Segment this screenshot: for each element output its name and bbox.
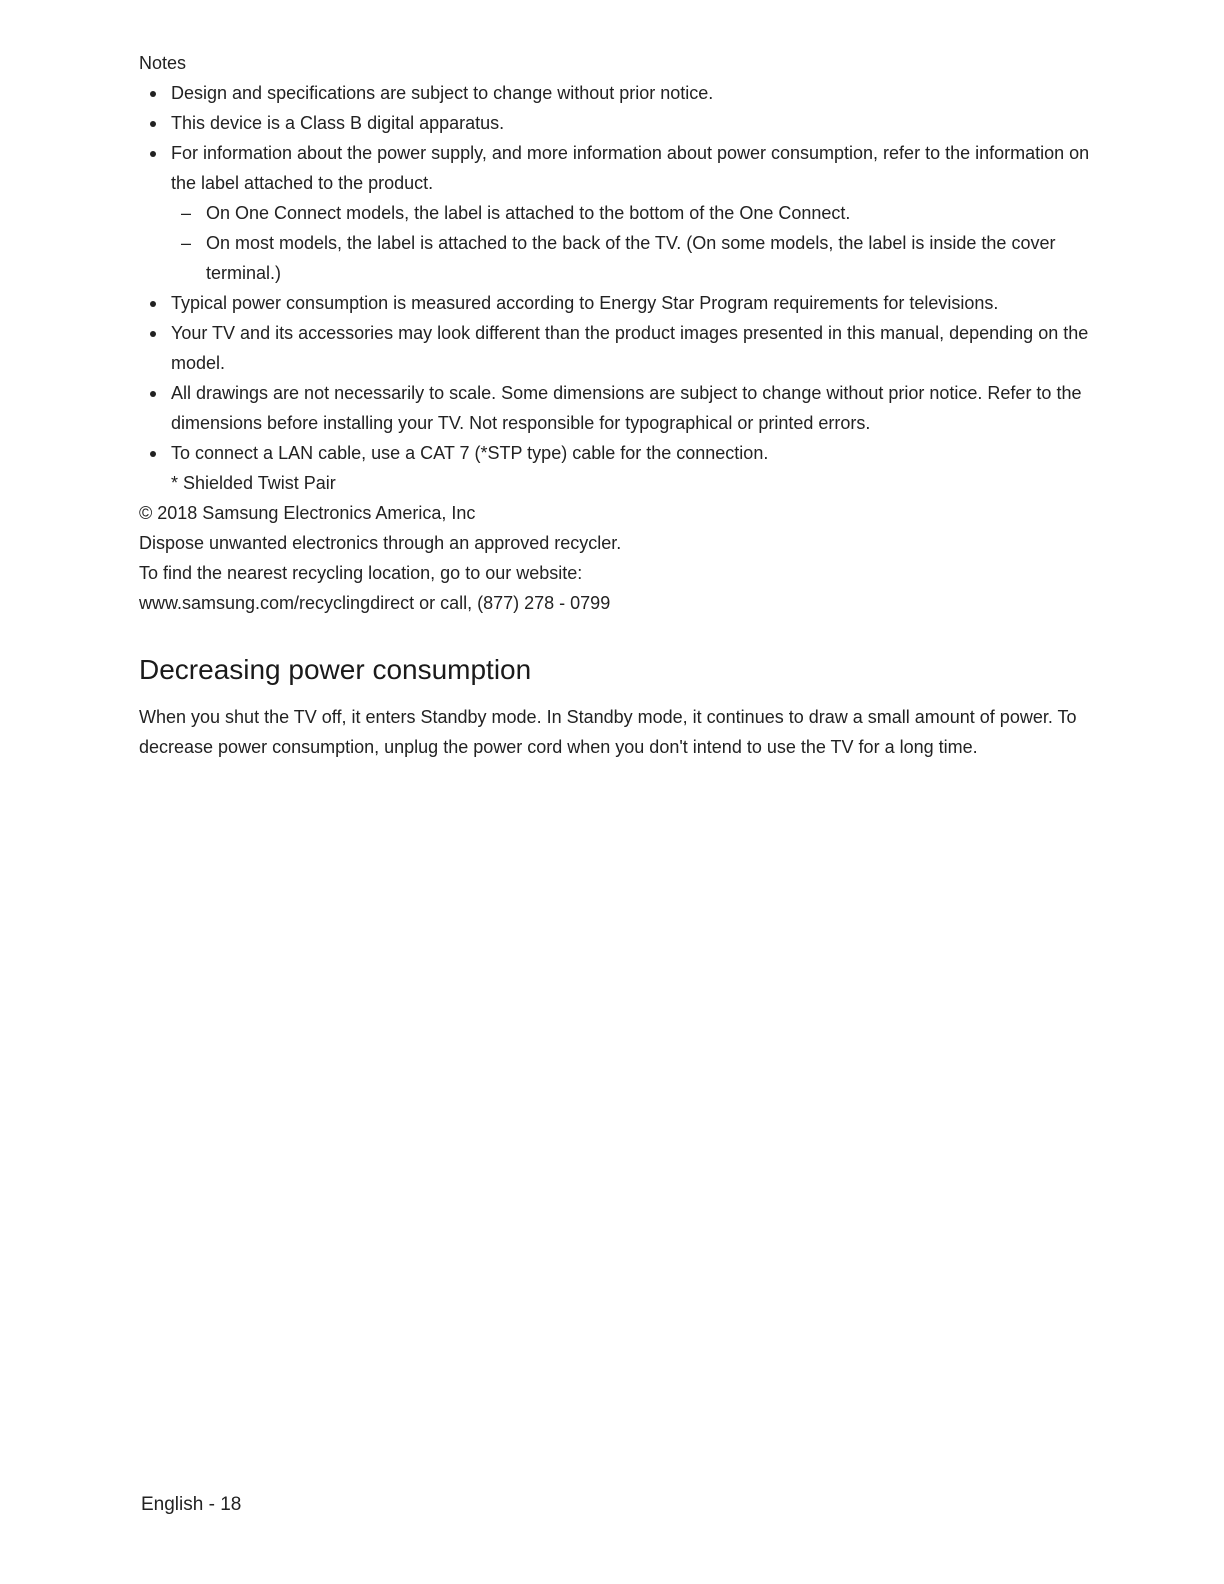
bullet-icon (150, 301, 156, 307)
copyright-text: © 2018 Samsung Electronics America, Inc (139, 503, 476, 523)
note-text: All drawings are not necessarily to scale. Some dimensions are subject to change without prior notice. Refer to the dimensions before installing your TV. Not responsible for typographical or printed errors. (171, 383, 1082, 433)
page-number: English - 18 (141, 1494, 242, 1515)
bullet-icon (150, 391, 156, 397)
note-text: To connect a LAN cable, use a CAT 7 (*STP type) cable for the connection. (171, 443, 769, 463)
notes-list (139, 78, 1099, 498)
note-item (139, 138, 1099, 288)
note-item (139, 108, 1099, 138)
note-item (139, 78, 1099, 108)
bullet-icon (150, 121, 156, 127)
recycling-find-text: To find the nearest recycling location, go to our website: (139, 563, 583, 583)
dispose-text: Dispose unwanted electronics through an approved recycler. (139, 533, 622, 553)
bullet-icon (150, 451, 156, 457)
note-text: Design and specifications are subject to change without prior notice. (171, 83, 714, 103)
note-item (139, 438, 1099, 498)
note-sub-item (171, 198, 1099, 228)
note-text: Typical power consumption is measured according to Energy Star Program requirements for televisions. (171, 293, 999, 313)
bullet-icon (150, 91, 156, 97)
dash-icon: – (181, 233, 192, 253)
section-title: Decreasing power consumption (139, 654, 532, 685)
note-item (139, 378, 1099, 438)
note-text: Your TV and its accessories may look different than the product images presented in this manual, depending on the model. (171, 323, 1089, 373)
recycling-contact-text: www.samsung.com/recyclingdirect or call, (877) 278 - 0799 (139, 593, 611, 613)
note-sub-item (171, 228, 1099, 288)
note-item (139, 318, 1099, 378)
note-sub-text: On most models, the label is attached to the back of the TV. (On some models, the label is inside the cover terminal.) (206, 233, 1056, 283)
page-content (139, 48, 1099, 762)
note-sub-list (171, 198, 1099, 288)
note-text: This device is a Class B digital apparatus. (171, 113, 505, 133)
note-sub-text: On One Connect models, the label is attached to the bottom of the One Connect. (206, 203, 851, 223)
dash-icon: – (181, 203, 192, 223)
notes-heading: Notes (139, 53, 187, 73)
note-footnote: * Shielded Twist Pair (171, 473, 336, 493)
bullet-icon (150, 151, 156, 157)
note-item (139, 288, 1099, 318)
section-body: When you shut the TV off, it enters Standby mode. In Standby mode, it continues to draw a small amount of power. To decrease power consumption, unplug the power cord when you don't intend to use the TV for a long time. (139, 707, 1077, 757)
bullet-icon (150, 331, 156, 337)
note-text: For information about the power supply, and more information about power consumption, refer to the information on the label attached to the product. (171, 143, 1090, 193)
